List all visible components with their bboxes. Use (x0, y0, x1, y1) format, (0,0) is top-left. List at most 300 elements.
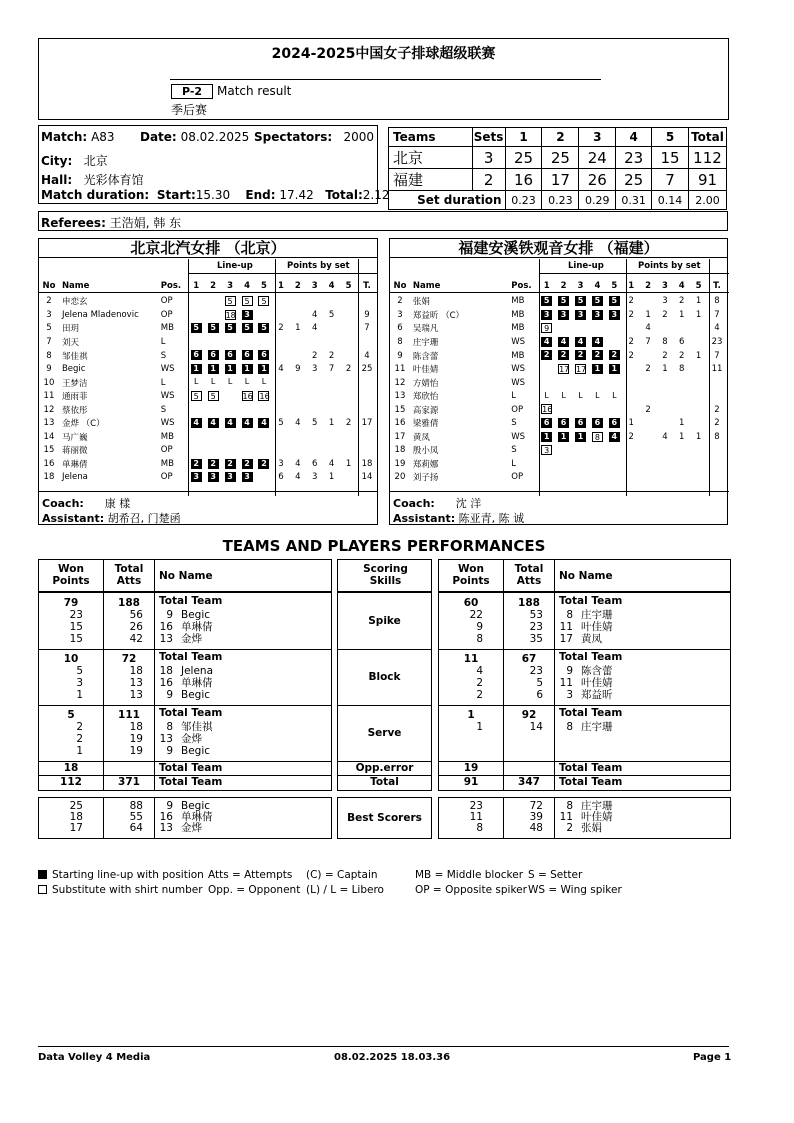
player-total: 23 (711, 336, 723, 347)
player-name: 单琳倩 (181, 621, 213, 633)
player-position: OP (160, 472, 173, 483)
lineup-cell (205, 457, 222, 471)
roster-table (390, 279, 727, 484)
best-number: 13 (159, 822, 173, 834)
points-cell (340, 349, 357, 363)
opp-error-points: 18 (63, 762, 79, 774)
points-cell (656, 389, 673, 403)
group-header-rule (188, 273, 378, 274)
lineup-cell (256, 430, 273, 444)
points-cell (656, 416, 673, 430)
lineup-start: 4 (208, 418, 219, 428)
player-position: MB (511, 296, 525, 307)
points-cell: 3 (312, 472, 318, 483)
player-atts: 23 (529, 621, 543, 633)
points-cell (340, 322, 357, 336)
player-total: 2 (714, 404, 720, 415)
points-cell (306, 430, 323, 444)
col-set2: 2 (542, 128, 579, 147)
lineup-start: 1 (558, 432, 569, 442)
points-cell (640, 471, 657, 485)
lineup-sub: 9 (541, 323, 552, 333)
lineup-start: 2 (225, 459, 236, 469)
lineup-cell (205, 308, 222, 322)
player-name: 方婧怡 (412, 378, 439, 389)
column-rule (503, 560, 504, 593)
points-cell: 5 (328, 309, 335, 320)
points-cell (289, 376, 306, 390)
player-position: MB (160, 458, 174, 469)
points-cell: 9 (295, 364, 301, 375)
set1-duration: 0.23 (505, 191, 542, 210)
player-atts: 19 (129, 733, 143, 745)
result-row-away (389, 169, 727, 191)
lineup-sub: 3 (541, 445, 552, 455)
points-cell (340, 335, 357, 349)
skill-body (337, 592, 432, 791)
atts-total: 188 (518, 597, 540, 609)
spectators-value: 2000 (343, 130, 374, 144)
player-name: 金烨 （C） (61, 419, 105, 430)
home-team-name: 北京 (389, 147, 473, 169)
left-best-scorers (38, 797, 332, 839)
away-total: 91 (688, 169, 726, 191)
referees: Referees: 王浩娟, 韩 东 (41, 216, 182, 230)
points-cell: 1 (679, 418, 685, 429)
player-number: 5 (46, 323, 52, 334)
player-name: 金烨 (181, 633, 202, 645)
lineup-start: 6 (558, 418, 569, 428)
player-name: 郑莉娜 (412, 459, 439, 470)
atts-total: 67 (521, 653, 537, 665)
player-position: S (160, 350, 167, 361)
lineup-sub: 8 (592, 432, 603, 442)
col-name: Name (61, 280, 90, 291)
match-info (38, 125, 390, 204)
col-atts: Atts (516, 575, 542, 587)
points-cell (640, 430, 657, 444)
player-won: 1 (76, 745, 83, 757)
lineup-start: 3 (575, 310, 586, 320)
lineup-sub: 18 (225, 310, 236, 320)
lineup-cell (538, 416, 555, 430)
player-row (39, 471, 377, 485)
player-name: 蒋丽微 (61, 446, 88, 457)
lineup-cell (222, 376, 239, 390)
lineup-start: 3 (242, 472, 253, 482)
won-total: 10 (63, 653, 79, 665)
player-atts: 13 (129, 689, 143, 701)
points-cell: 2 (662, 309, 668, 320)
lineup-cell (572, 444, 589, 458)
lineup-start: 2 (592, 350, 603, 360)
player-won: 2 (476, 677, 483, 689)
player-total: 14 (361, 472, 373, 483)
lineup-cell (538, 349, 555, 363)
away-set1: 16 (505, 169, 542, 191)
player-number: 15 (394, 404, 406, 415)
column-rule (503, 798, 504, 838)
lineup-cell (589, 430, 606, 444)
player-won: 2 (76, 733, 83, 745)
col-points-set: 2 (645, 280, 652, 291)
legend-atts: Atts = Attempts (208, 869, 293, 881)
lineup-header: Line-up (568, 261, 604, 271)
points-cell (323, 322, 340, 336)
col-total: T. (363, 280, 371, 291)
points-cell: 4 (328, 458, 335, 469)
set-duration-label: Set duration (389, 191, 506, 210)
points-cell: 1 (645, 309, 651, 320)
player-atts: 56 (129, 609, 143, 621)
player-won: 15 (69, 633, 83, 645)
column-rule (154, 560, 155, 593)
lineup-cell (606, 403, 623, 417)
player-atts: 6 (536, 689, 543, 701)
lineup-cell (188, 389, 205, 403)
lineup-lib: L (595, 390, 600, 400)
skill-opp-error: Opp.error (355, 762, 414, 774)
player-position: S (160, 404, 167, 415)
player-atts: 35 (529, 633, 543, 645)
player-name: 黄凤 (412, 432, 430, 443)
player-row (39, 362, 377, 376)
player-position: MB (160, 323, 174, 334)
lineup-start: 4 (242, 418, 253, 428)
player-name: Begic (181, 609, 211, 621)
away-team-name: 福建 (389, 169, 473, 191)
points-cell (289, 335, 306, 349)
points-cell (340, 376, 357, 390)
player-number: 13 (159, 733, 173, 745)
player-atts: 5 (536, 677, 543, 689)
player-name: 黄凤 (581, 633, 602, 645)
lineup-cell (606, 376, 623, 390)
home-coach: Coach: 康 樣 (42, 497, 131, 510)
player-position: WS (511, 336, 526, 347)
col-sets: Sets (472, 128, 505, 147)
lineup-cell (239, 471, 256, 485)
legend-op: OP = Opposite spiker (415, 884, 527, 896)
player-name: 庄宇珊 (581, 721, 613, 733)
lineup-cell (239, 322, 256, 336)
points-cell: 4 (662, 431, 668, 442)
col-lineup-set: 3 (577, 280, 584, 291)
footer-page: Page 1 (693, 1052, 732, 1063)
points-cell: 6 (679, 336, 685, 347)
home-set2: 25 (542, 147, 579, 169)
best-number: 11 (559, 811, 573, 823)
lineup-header: Line-up (217, 261, 253, 271)
col-no: No (42, 280, 56, 291)
player-number: 6 (397, 323, 403, 334)
filled-square-icon (38, 870, 47, 879)
set2-duration: 0.23 (542, 191, 579, 210)
lineup-start: 5 (191, 323, 202, 333)
points-cell: 2 (312, 350, 318, 361)
column-rule (554, 798, 555, 838)
player-position: WS (160, 364, 175, 375)
player-name: 田玥 (61, 324, 79, 335)
player-position: L (160, 377, 166, 388)
lineup-start: 1 (258, 364, 269, 374)
points-cell (673, 376, 690, 390)
match-number: Match: A83 (41, 130, 115, 144)
lineup-cell (205, 389, 222, 403)
points-cell (673, 471, 690, 485)
points-cell (673, 457, 690, 471)
lineup-cell (555, 444, 572, 458)
lineup-start: 5 (258, 323, 269, 333)
points-cell (656, 403, 673, 417)
lineup-cell (538, 444, 555, 458)
group-header-rule (539, 273, 729, 274)
lineup-start: 2 (191, 459, 202, 469)
points-cell (690, 389, 707, 403)
col-total: Total (688, 128, 726, 147)
best-won: 8 (476, 822, 483, 834)
points-cell: 3 (312, 364, 318, 375)
points-cell: 2 (328, 350, 335, 361)
lineup-start: 1 (191, 364, 202, 374)
points-cell (623, 322, 640, 336)
left-perf-body (38, 592, 332, 791)
lineup-start: 5 (225, 323, 236, 333)
lineup-cell (239, 376, 256, 390)
away-assistant: Assistant: 陈亚青, 陈 诚 (393, 512, 525, 525)
points-cell: 8 (662, 336, 668, 347)
won-total: 5 (67, 709, 75, 721)
lineup-start: 6 (258, 350, 269, 360)
lineup-cell (572, 376, 589, 390)
total-team-label: Total Team (159, 651, 223, 663)
lineup-start: 1 (225, 364, 236, 374)
points-cell: 2 (628, 296, 634, 307)
lineup-cell (606, 389, 623, 403)
best-name: Begic (181, 800, 211, 812)
player-won: 8 (476, 633, 483, 645)
lineup-cell (572, 403, 589, 417)
atts-total: 72 (121, 653, 137, 665)
total-team-label: Total Team (159, 776, 223, 788)
player-total (357, 403, 377, 417)
lineup-start: 4 (258, 418, 269, 428)
points-cell (323, 403, 340, 417)
total-team-label: Total Team (159, 595, 223, 607)
player-total (707, 457, 727, 471)
best-name: 张娟 (581, 822, 602, 834)
lineup-lib: L (193, 377, 199, 387)
player-row (39, 430, 377, 444)
points-cell (656, 457, 673, 471)
league-title: 2024-2025中国女子排球超级联赛 (271, 46, 496, 62)
player-total (707, 444, 727, 458)
points-cell: 4 (312, 323, 318, 334)
col-points-set: 4 (678, 280, 685, 291)
player-name: 王梦洁 (61, 378, 88, 389)
player-number: 16 (394, 418, 406, 429)
best-won: 25 (69, 800, 83, 812)
row-rule (39, 705, 331, 706)
points-cell (656, 471, 673, 485)
spectators-label: Spectators: (254, 130, 333, 144)
lineup-start: 5 (541, 296, 552, 306)
player-name: 张娟 (412, 297, 430, 308)
lineup-start: 2 (575, 350, 586, 360)
lineup-cell (555, 430, 572, 444)
result-table (388, 127, 727, 210)
lineup-cell (205, 362, 222, 376)
player-name: 金烨 (181, 733, 202, 745)
player-name: 叶佳婧 (581, 621, 613, 633)
points-cell: 2 (345, 364, 352, 375)
player-number: 11 (559, 621, 573, 633)
lineup-cell (222, 362, 239, 376)
lineup-cell (589, 308, 606, 322)
player-number: 9 (46, 364, 52, 375)
col-lineup-set: 4 (594, 280, 601, 291)
player-number: 8 (46, 350, 52, 361)
player-number: 14 (43, 431, 55, 442)
lineup-sub: 5 (225, 296, 236, 306)
report-subtitle: Match result (217, 84, 292, 98)
player-number: 9 (166, 689, 173, 701)
player-atts: 13 (129, 677, 143, 689)
points-cell (323, 430, 340, 444)
player-name: Begic (181, 689, 211, 701)
skill-serve: Serve (367, 727, 402, 739)
player-number: 9 (166, 745, 173, 757)
player-number: 2 (397, 296, 403, 307)
lineup-cell (188, 403, 205, 417)
lineup-start: 3 (541, 310, 552, 320)
col-points-set: 2 (294, 280, 301, 291)
lineup-cell (589, 362, 606, 376)
best-atts: 48 (529, 822, 543, 834)
points-cell (306, 295, 323, 309)
lineup-cell (538, 403, 555, 417)
player-name: 庄宇珊 (581, 609, 613, 621)
player-name: 郑益昕 （C） (412, 310, 465, 321)
lineup-cell (256, 322, 273, 336)
points-cell: 5 (278, 418, 284, 429)
col-points-set: 4 (328, 280, 335, 291)
points-cell: 4 (645, 323, 651, 334)
footer-timestamp: 08.02.2025 18.03.36 (334, 1052, 451, 1063)
lineup-cell (222, 416, 239, 430)
lineup-start: 3 (592, 310, 603, 320)
player-number: 18 (43, 472, 55, 483)
col-points-set: 1 (628, 280, 635, 291)
points-cell (690, 362, 707, 376)
points-cell: 2 (628, 350, 634, 361)
player-name: Jelena (181, 665, 214, 677)
points-cell (289, 403, 306, 417)
player-name: 叶佳婧 (581, 677, 613, 689)
lineup-cell (572, 322, 589, 336)
lineup-cell (188, 471, 205, 485)
lineup-cell (205, 349, 222, 363)
player-row (39, 295, 377, 309)
report-header (38, 38, 729, 120)
row-rule (338, 649, 431, 650)
points-cell: 4 (295, 472, 301, 483)
lineup-cell (572, 362, 589, 376)
col-teams: Teams (389, 128, 473, 147)
lineup-lib: L (227, 377, 233, 387)
player-total (357, 444, 377, 458)
lineup-cell (256, 362, 273, 376)
lineup-lib: L (561, 390, 566, 400)
col-lineup-set: 3 (227, 280, 234, 291)
lineup-cell (222, 389, 239, 403)
right-perf-header (438, 559, 731, 592)
player-position: MB (511, 309, 525, 320)
col-won: Won (58, 563, 84, 575)
lineup-cell (188, 444, 205, 458)
player-row (39, 389, 377, 403)
legend-opp: Opp. = Opponent (208, 884, 301, 896)
points-cell (673, 444, 690, 458)
lineup-start: 6 (575, 418, 586, 428)
best-atts: 72 (529, 800, 543, 812)
player-total: 17 (361, 418, 373, 429)
lineup-cell (589, 444, 606, 458)
player-total: 7 (364, 323, 370, 334)
points-cell (690, 322, 707, 336)
points-cell: 1 (695, 350, 702, 361)
points-cell: 4 (295, 418, 301, 429)
lineup-start: 5 (609, 296, 620, 306)
points-cell (289, 430, 306, 444)
player-total: 4 (364, 350, 370, 361)
lineup-cell (555, 349, 572, 363)
player-atts: 26 (129, 621, 143, 633)
player-number: 16 (159, 677, 173, 689)
points-cell: 1 (328, 472, 335, 483)
away-coach: Coach: 沈 洋 (393, 497, 482, 510)
points-cell: 4 (312, 309, 318, 320)
lineup-cell (606, 471, 623, 485)
player-total (357, 376, 377, 390)
col-set1: 1 (505, 128, 542, 147)
lineup-cell (205, 295, 222, 309)
player-name: 刘子扬 (412, 473, 439, 484)
player-number: 19 (394, 458, 406, 469)
lineup-start: 2 (609, 350, 620, 360)
row-rule (338, 705, 431, 706)
lineup-cell (589, 457, 606, 471)
player-total: 7 (714, 350, 720, 361)
player-name: 蔡依彤 (61, 405, 88, 416)
player-number: 8 (566, 721, 573, 733)
player-name: 邹佳祺 (61, 351, 88, 362)
lineup-cell (555, 471, 572, 485)
lineup-cell (256, 444, 273, 458)
points-cell (623, 444, 640, 458)
lineup-cell (222, 308, 239, 322)
lineup-start: 1 (541, 432, 552, 442)
points-cell: 2 (345, 418, 352, 429)
lineup-cell (239, 430, 256, 444)
player-total: 18 (361, 458, 373, 469)
lineup-cell (555, 457, 572, 471)
player-name: 陈含蕾 (412, 351, 439, 362)
player-row (39, 349, 377, 363)
lineup-lib: L (244, 377, 250, 387)
player-row (39, 416, 377, 430)
best-atts: 64 (129, 822, 143, 834)
